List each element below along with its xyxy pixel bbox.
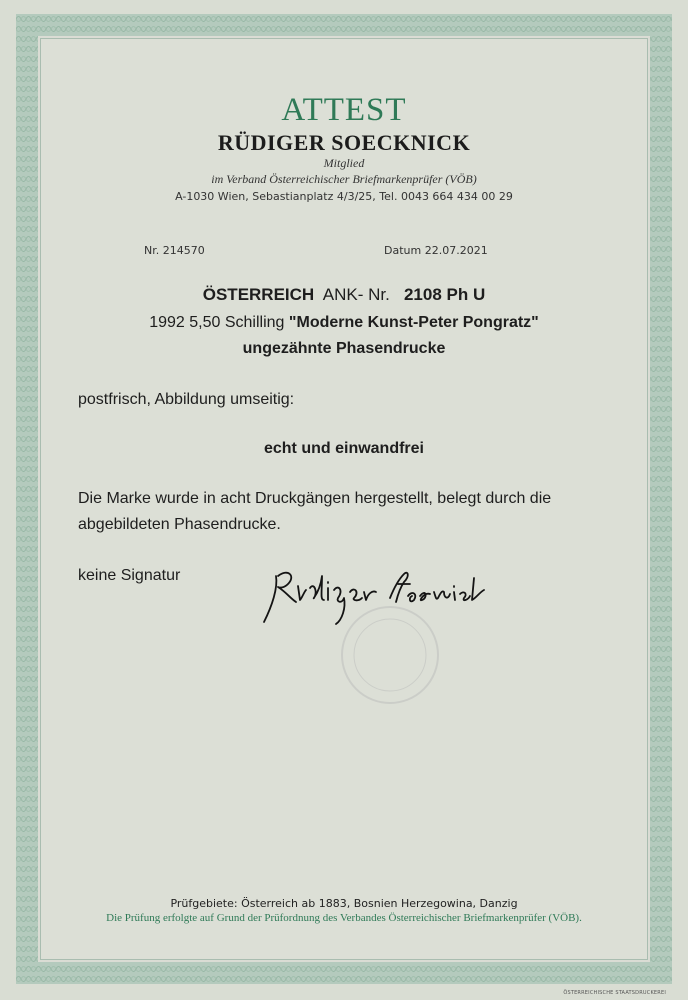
catalog-label: ANK- Nr. [322,285,390,304]
certificate-number: Nr. 214570 [144,244,205,257]
examiner-address: A-1030 Wien, Sebastianplatz 4/3/25, Tel. 0043 664 434 00 29 [175,190,513,203]
examiner-name: RÜDIGER SOECKNICK [217,130,471,155]
remark-line-1: Die Marke wurde in acht Druckgängen hergestellt, belegt durch die [78,490,552,507]
association-text: im Verband Österreichischer Briefmarkenprüfer (VÖB) [211,172,477,186]
item-heading [0,285,688,305]
embossed-seal [335,600,445,710]
certificate-date: Datum 22.07.2021 [384,244,488,257]
stamp-year-value: 1992 5,50 Schilling [149,314,285,331]
certificate-title: ATTEST [281,92,407,128]
examination-regulation: Die Prüfung erfolgte auf Grund der Prüfordnung des Verbandes Österreichischer Briefmarkenprüfer (VÖB). [106,912,582,924]
country: ÖSTERREICH [202,285,315,304]
examination-areas: Prüfgebiete: Österreich ab 1883, Bosnien Herzegowina, Danzig [170,897,518,910]
stamp-description [0,314,688,332]
member-label: Mitglied [323,156,365,170]
verdict-text: echt und einwandfrei [263,440,424,457]
printer-imprint: ÖSTERREICHISCHE STAATSDRUCKEREI [563,990,666,996]
signature-note: keine Signatur [78,567,181,584]
stamp-title: "Moderne Kunst-Peter Pongratz" [288,314,539,331]
stamp-variant: ungezähnte Phasendrucke [242,340,446,357]
catalog-number: 2108 Ph U [403,285,486,304]
remark-line-2: abgebildeten Phasendrucke. [78,516,281,533]
condition-text: postfrisch, Abbildung umseitig: [78,391,295,408]
